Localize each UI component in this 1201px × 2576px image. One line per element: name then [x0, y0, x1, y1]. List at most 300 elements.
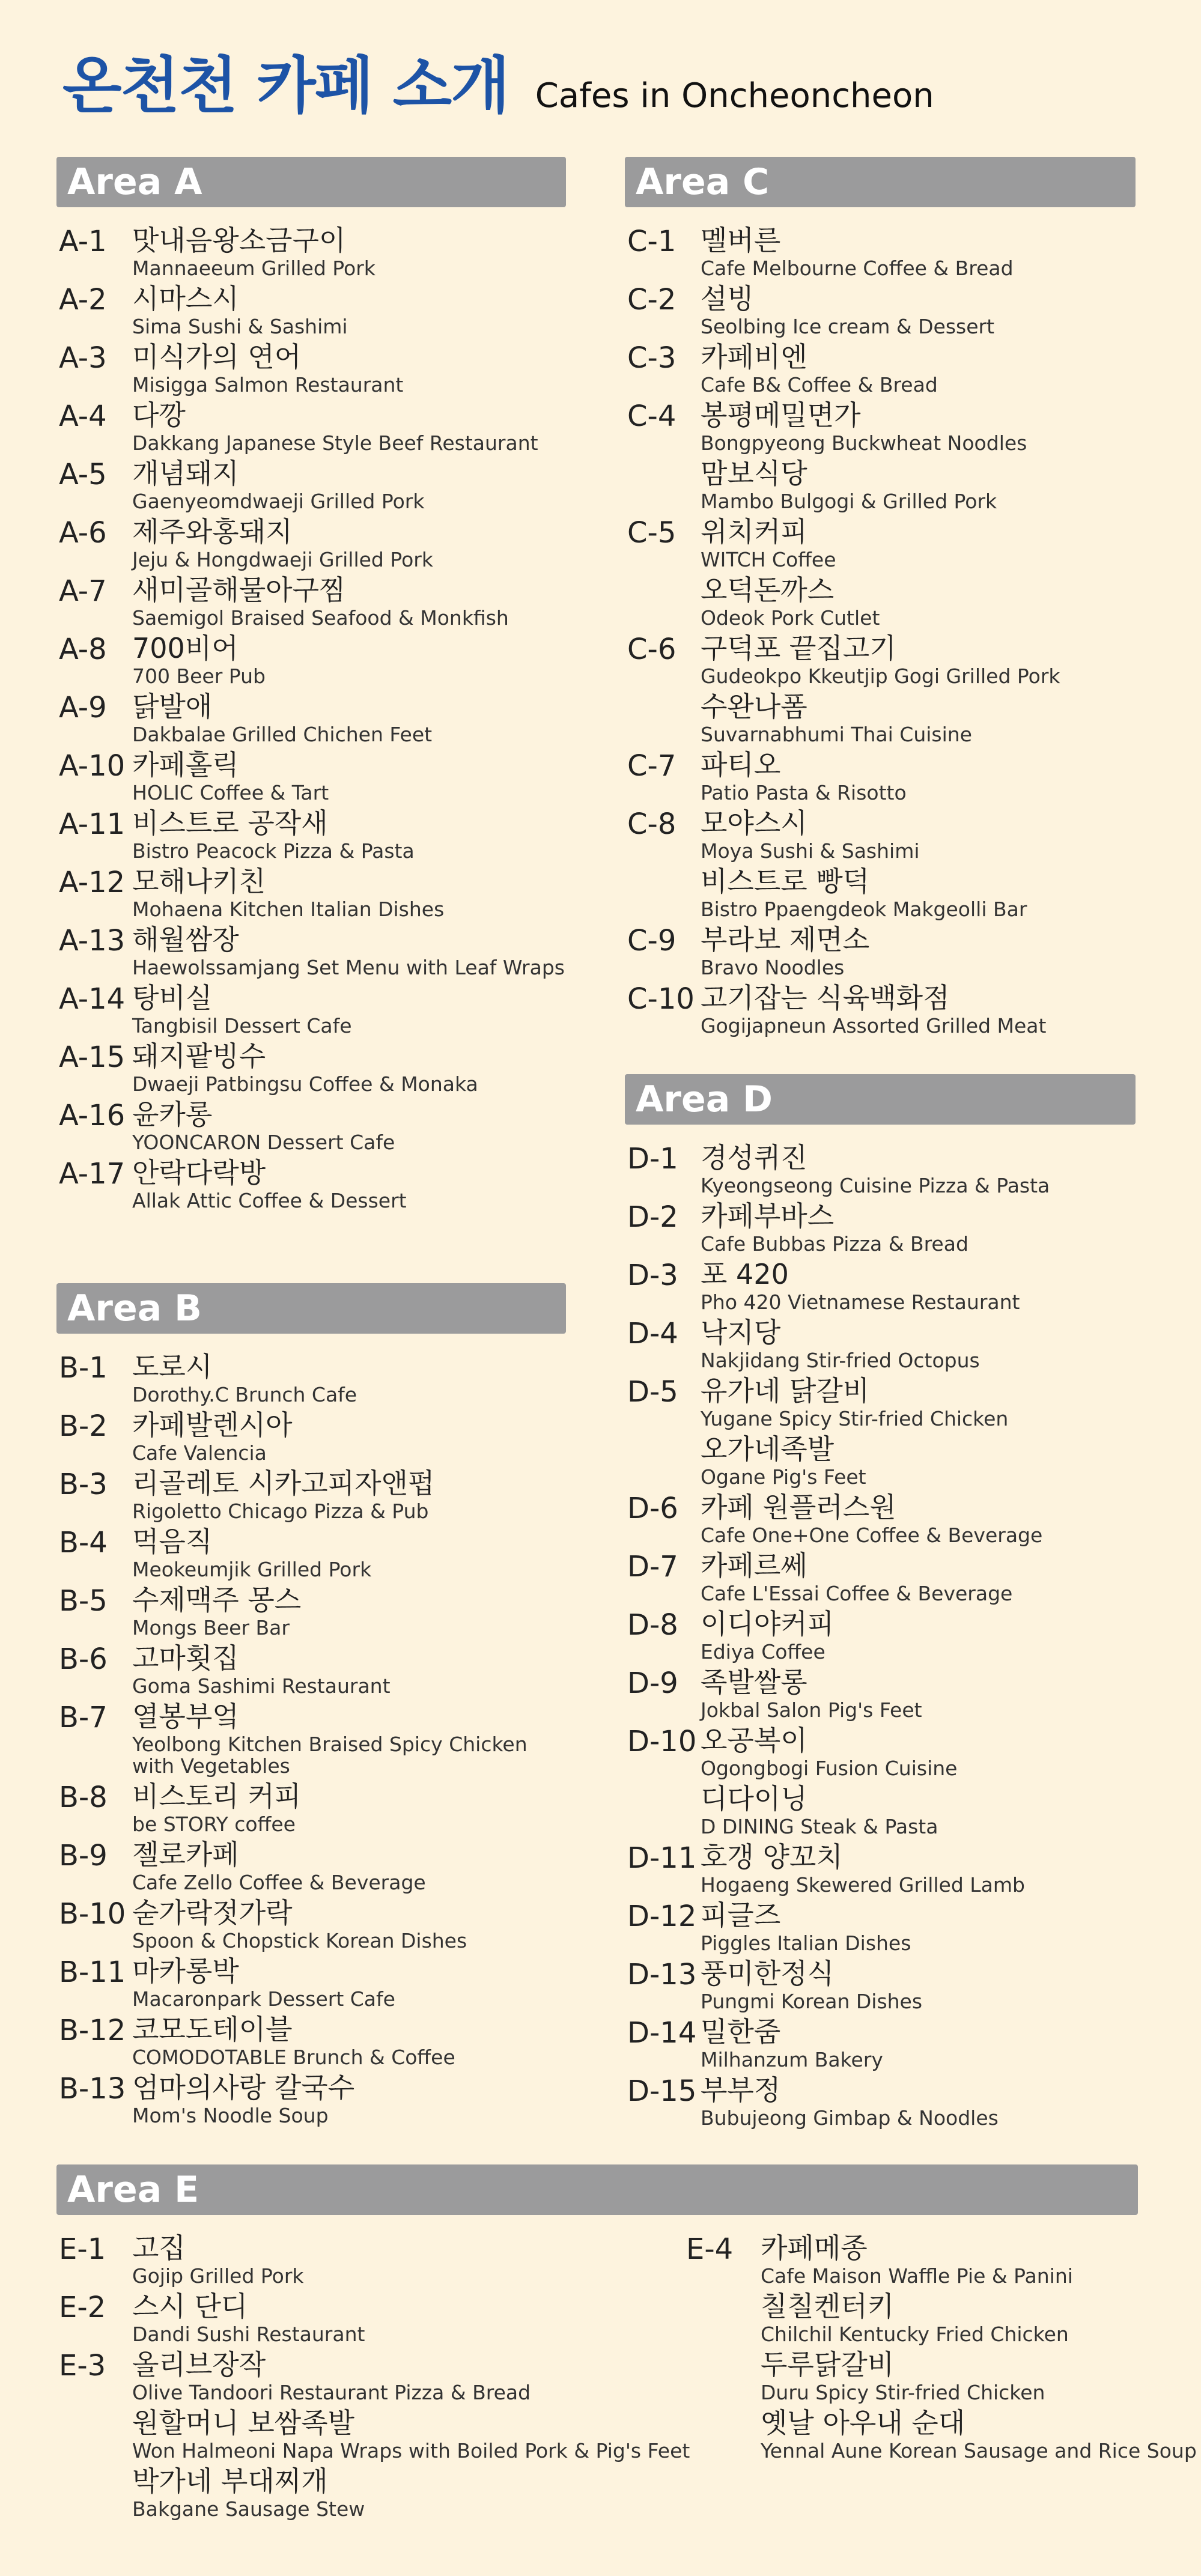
item-korean-name: 비스트로 빵덕 [701, 865, 870, 898]
item-code: A-14 [59, 982, 126, 1016]
item-korean-name: 옛날 아우내 순대 [761, 2407, 965, 2439]
item-code: D-5 [627, 1375, 678, 1409]
item-names [132, 980, 352, 1039]
item-korean-name: 돼지팥빙수 [132, 1040, 266, 1072]
item-code: A-11 [59, 807, 126, 841]
list-item [625, 689, 1136, 747]
list-item [625, 339, 1136, 398]
item-names [761, 2289, 1069, 2347]
item-korean-name: 수완나폼 [701, 690, 807, 723]
item-english-name: Seolbing Ice cream & Dessert [701, 315, 995, 338]
item-korean-name: 젤로카페 [132, 1838, 239, 1871]
list-item [56, 1097, 566, 1155]
item-code: C-3 [627, 341, 677, 375]
item-names [132, 1837, 426, 1895]
list-item [56, 2289, 684, 2347]
item-english-name: Sima Sushi & Sashimi [132, 315, 348, 338]
item-code [625, 1781, 701, 1839]
item-korean-name: 스시 단디 [132, 2290, 248, 2322]
item-names [701, 922, 869, 980]
item-code: B-9 [59, 1839, 108, 1873]
item-korean-name: 멜버른 [701, 224, 781, 257]
item-names [701, 573, 880, 631]
item-english-name: Kyeongseong Cuisine Pizza & Pasta [701, 1174, 1050, 1197]
list-item [56, 806, 566, 864]
item-english-name: Won Halmeoni Napa Wraps with Boiled Pork & Pig's Feet [132, 2439, 690, 2462]
item-english-name: Gojip Grilled Pork [132, 2264, 304, 2288]
list-item [56, 922, 566, 980]
list-item [56, 1699, 566, 1779]
item-korean-name: 개념돼지 [132, 457, 239, 490]
item-names [701, 281, 994, 339]
item-code: E-3 [59, 2349, 106, 2383]
item-english-name: HOLIC Coffee & Tart [132, 781, 329, 804]
item-korean-name: 다깡 [132, 399, 186, 431]
area-e-section [56, 2164, 1197, 2522]
item-code: E-2 [59, 2291, 106, 2324]
list-item [56, 339, 566, 398]
item-english-name: Bistro Peacock Pizza & Pasta [132, 839, 415, 863]
item-korean-name: 엄마의사랑 칼국수 [132, 2071, 355, 2104]
list-item [56, 1837, 566, 1895]
item-english-name: Olive Tandoori Restaurant Pizza & Bread [132, 2381, 531, 2404]
item-code: A-16 [59, 1099, 126, 1132]
list-item [684, 2289, 1176, 2347]
item-korean-name: 박가네 부대찌개 [132, 2465, 328, 2497]
item-names [132, 2012, 455, 2070]
item-english-name: Cafe Zello Coffee & Beverage [132, 1871, 426, 1894]
item-korean-name: 윤카롱 [132, 1098, 213, 1131]
item-code [684, 2289, 761, 2347]
list-item [625, 864, 1136, 922]
item-korean-name: 수제맥주 몽스 [132, 1584, 302, 1616]
item-code: C-9 [627, 924, 677, 958]
item-code [625, 1432, 701, 1490]
item-english-name: YOONCARON Dessert Cafe [132, 1131, 395, 1154]
item-code: C-10 [627, 982, 695, 1016]
item-names [701, 1257, 1020, 1315]
item-korean-name: 경성퀴진 [701, 1141, 807, 1174]
item-korean-name: 비스트로 공작새 [132, 807, 328, 839]
item-code: D-2 [627, 1200, 678, 1234]
item-code: A-12 [59, 866, 126, 899]
item-names [701, 1781, 938, 1839]
list-item [56, 864, 566, 922]
item-code: A-2 [59, 283, 107, 317]
item-english-name: Haewolssamjang Set Menu with Leaf Wraps [132, 956, 565, 979]
item-code: E-1 [59, 2232, 106, 2266]
area-e-list-right [684, 2231, 1197, 2522]
item-names [132, 1039, 478, 1097]
item-english-name: Dakbalae Grilled Chichen Feet [132, 723, 433, 746]
item-english-name: Mohaena Kitchen Italian Dishes [132, 898, 445, 921]
item-english-name: Jeju & Hongdwaeji Grilled Pork [132, 548, 433, 571]
list-item [56, 1641, 566, 1699]
list-item [684, 2231, 1176, 2289]
item-code: E-4 [686, 2232, 734, 2266]
list-item [56, 2070, 566, 2128]
item-english-name-line2: with Vegetables [132, 1754, 290, 1778]
item-names [132, 1524, 371, 1582]
item-names [132, 2289, 365, 2347]
item-korean-name: 고기잡는 식육백화점 [701, 982, 950, 1014]
item-code: D-12 [627, 1900, 697, 1933]
item-english-name: Saemigol Braised Seafood & Monkfish [132, 606, 509, 630]
item-korean-name: 700비어 [132, 632, 239, 664]
item-names [132, 573, 509, 631]
list-item [56, 281, 566, 339]
list-item [625, 1315, 1136, 1373]
item-korean-name: 카페메종 [761, 2232, 868, 2264]
item-names [132, 398, 538, 456]
item-korean-name: 코모도테이블 [132, 2013, 293, 2046]
area-a-list [56, 223, 566, 1214]
area-c-list [625, 223, 1136, 1039]
item-names [132, 1699, 528, 1779]
item-english-name: Bakgane Sausage Stew [132, 2497, 365, 2521]
item-korean-name: 맛내음왕소금구이 [132, 224, 346, 257]
list-item [625, 1373, 1136, 1432]
list-item [56, 2231, 684, 2289]
item-korean-name: 두루닭갈비 [761, 2348, 895, 2381]
item-names [132, 631, 266, 689]
item-code: D-1 [627, 1142, 678, 1176]
item-english-name: Pungmi Korean Dishes [701, 1990, 923, 2013]
item-english-name: Cafe Melbourne Coffee & Bread [701, 257, 1014, 280]
item-english-name: Ogane Pig's Feet [701, 1465, 866, 1489]
item-korean-name: 이디야커피 [701, 1608, 835, 1640]
list-item [56, 689, 566, 747]
item-english-name: Suvarnabhumi Thai Cuisine [701, 723, 972, 746]
item-code [56, 2464, 132, 2522]
item-names [701, 514, 836, 573]
item-code: D-3 [627, 1259, 678, 1292]
item-names [701, 456, 997, 514]
item-code: A-7 [59, 574, 107, 608]
list-item [56, 514, 566, 573]
list-item [625, 1781, 1136, 1839]
item-korean-name: 올리브장작 [132, 2348, 266, 2381]
item-names [701, 2014, 883, 2073]
item-names [701, 806, 920, 864]
item-korean-name: 낙지당 [701, 1316, 781, 1349]
area-e-header: Area E [56, 2164, 1138, 2215]
item-english-name: 700 Beer Pub [132, 664, 266, 688]
item-code: A-1 [59, 225, 107, 258]
area-d-section [625, 1074, 1136, 2131]
item-code: C-5 [627, 516, 677, 550]
item-korean-name: 마카롱박 [132, 1955, 239, 1987]
list-item [625, 2014, 1136, 2073]
item-korean-name: 설빙 [701, 282, 754, 315]
item-korean-name: 모야스시 [701, 807, 807, 839]
item-names [132, 864, 444, 922]
item-code: B-8 [59, 1781, 108, 1814]
item-korean-name: 유가네 닭갈비 [701, 1375, 870, 1407]
item-code [56, 2405, 132, 2464]
item-code: A-9 [59, 691, 107, 724]
list-item [56, 747, 566, 806]
item-korean-name: 호갱 양꼬치 [701, 1841, 843, 1873]
item-english-name: D DINING Steak & Pasta [701, 1815, 938, 1838]
list-item [56, 2405, 690, 2464]
item-names [132, 281, 348, 339]
item-code: D-15 [627, 2074, 697, 2108]
item-code: B-7 [59, 1701, 108, 1734]
list-item [56, 1524, 566, 1582]
item-korean-name: 제주와홍돼지 [132, 515, 293, 548]
item-names [132, 1408, 293, 1466]
item-korean-name: 원할머니 보쌈족발 [132, 2407, 355, 2439]
area-a-header: Area A [56, 157, 566, 207]
list-item [625, 1723, 1136, 1781]
item-korean-name: 디다이닝 [701, 1782, 807, 1815]
item-korean-name: 시마스시 [132, 282, 239, 315]
area-a-section [56, 157, 566, 1214]
item-korean-name: 오가네족발 [701, 1433, 835, 1465]
item-english-name: Dakkang Japanese Style Beef Restaurant [132, 431, 538, 455]
item-code: D-8 [627, 1608, 678, 1642]
list-item [56, 1408, 566, 1466]
item-names [132, 514, 433, 573]
item-english-name: Cafe Bubbas Pizza & Bread [701, 1232, 968, 1256]
list-item [56, 1895, 566, 1954]
item-names [701, 339, 938, 398]
item-korean-name: 도로시 [132, 1350, 213, 1383]
list-item [56, 631, 566, 689]
item-english-name: Yennal Aune Korean Sausage and Rice Soup [761, 2439, 1197, 2462]
item-korean-name: 닭발애 [132, 690, 213, 723]
item-korean-name: 카페비엔 [701, 341, 807, 373]
item-korean-name: 오덕돈까스 [701, 574, 835, 606]
area-b-list [56, 1349, 566, 2128]
item-names [701, 689, 972, 747]
list-item [56, 2347, 684, 2405]
item-english-name: Hogaeng Skewered Grilled Lamb [701, 1873, 1025, 1897]
item-code: A-6 [59, 516, 107, 550]
item-korean-name: 새미골해물아구찜 [132, 574, 346, 606]
item-korean-name: 리골레토 시카고피자앤펍 [132, 1467, 435, 1499]
item-names [701, 1490, 1042, 1548]
item-english-name: Bistro Ppaengdeok Makgeolli Bar [701, 898, 1027, 921]
item-english-name: Nakjidang Stir-fried Octopus [701, 1349, 980, 1372]
area-d-list [625, 1140, 1136, 2131]
item-english-name: Mambo Bulgogi & Grilled Pork [701, 490, 997, 513]
item-english-name: Piggles Italian Dishes [701, 1931, 911, 1955]
item-english-name: Cafe One+One Coffee & Beverage [701, 1523, 1043, 1547]
item-english-name: WITCH Coffee [701, 548, 836, 571]
item-names [132, 2231, 304, 2289]
item-english-name: Bongpyeong Buckwheat Noodles [701, 431, 1027, 455]
item-names [132, 1349, 357, 1408]
item-english-name: Yugane Spicy Stir-fried Chicken [701, 1407, 1009, 1430]
item-code: B-2 [59, 1409, 108, 1443]
list-item [684, 2405, 1197, 2464]
item-english-name: Gaenyeomdwaeji Grilled Pork [132, 490, 425, 513]
item-names [132, 1895, 467, 1954]
item-names [132, 1779, 301, 1837]
list-item [56, 1954, 566, 2012]
area-c-header: Area C [625, 157, 1136, 207]
item-english-name: Meokeumjik Grilled Pork [132, 1558, 372, 1581]
area-e-list-left [56, 2231, 690, 2522]
item-english-name: Spoon & Chopstick Korean Dishes [132, 1929, 467, 1952]
item-english-name: Pho 420 Vietnamese Restaurant [701, 1290, 1020, 1314]
item-names [701, 1315, 980, 1373]
item-english-name: Bravo Noodles [701, 956, 845, 979]
item-code: D-14 [627, 2016, 697, 2050]
item-code: C-1 [627, 225, 677, 258]
list-item [625, 1548, 1136, 1606]
area-d-header: Area D [625, 1074, 1136, 1125]
item-names [132, 747, 329, 806]
list-item [625, 1140, 1136, 1198]
list-item [625, 281, 1136, 339]
list-item [625, 1839, 1136, 1898]
item-code: A-13 [59, 924, 126, 958]
item-english-name: Cafe B& Coffee & Bread [701, 373, 938, 396]
item-names [701, 1839, 1025, 1898]
item-korean-name: 카페부바스 [701, 1200, 835, 1232]
list-item [625, 1606, 1136, 1665]
item-names [132, 1097, 395, 1155]
item-korean-name: 부라보 제면소 [701, 923, 870, 956]
item-names [701, 1606, 834, 1665]
item-names [132, 223, 376, 281]
list-item [56, 1582, 566, 1641]
item-korean-name: 밀한줌 [701, 2016, 781, 2048]
item-korean-name: 모해나키친 [132, 865, 266, 898]
item-names [132, 1641, 391, 1699]
item-english-name: Goma Sashimi Restaurant [132, 1674, 391, 1698]
item-english-name: Macaronpark Dessert Cafe [132, 1987, 395, 2011]
item-korean-name: 칠칠켄터키 [761, 2290, 895, 2322]
item-code: A-8 [59, 633, 107, 666]
item-code: A-5 [59, 458, 107, 491]
item-names [132, 1155, 407, 1214]
item-names [132, 2405, 690, 2464]
item-korean-name: 탕비실 [132, 982, 213, 1014]
item-english-name: Dwaeji Patbingsu Coffee & Monaka [132, 1072, 478, 1096]
item-code: B-5 [59, 1584, 108, 1618]
list-item [56, 1349, 566, 1408]
item-english-name: Mannaeeum Grilled Pork [132, 257, 376, 280]
item-names [132, 1466, 434, 1524]
list-item [56, 2012, 566, 2070]
list-item [625, 1198, 1136, 1257]
item-english-name: Allak Attic Coffee & Dessert [132, 1189, 407, 1212]
item-names [132, 2464, 365, 2522]
item-english-name: Cafe Maison Waffle Pie & Panini [761, 2264, 1073, 2288]
item-english-name: Misigga Salmon Restaurant [132, 373, 404, 396]
list-item [625, 1432, 1136, 1490]
list-item [56, 2464, 684, 2522]
item-code: D-13 [627, 1958, 697, 1991]
list-item [625, 747, 1136, 806]
item-korean-name: 해월쌈장 [132, 923, 239, 956]
item-code: D-11 [627, 1841, 697, 1875]
list-item [56, 456, 566, 514]
item-code [625, 689, 701, 747]
area-b-header: Area B [56, 1283, 566, 1334]
list-item [56, 398, 566, 456]
item-names [132, 2347, 531, 2405]
item-names [701, 1198, 968, 1257]
item-korean-name: 미식가의 연어 [132, 341, 302, 373]
item-code: A-3 [59, 341, 107, 375]
item-english-name: Moya Sushi & Sashimi [701, 839, 920, 863]
item-names [701, 631, 1060, 689]
item-names [761, 2405, 1197, 2464]
item-names [132, 806, 415, 864]
list-item [56, 223, 566, 281]
item-korean-name: 피글즈 [701, 1899, 781, 1931]
list-item [625, 1665, 1136, 1723]
item-english-name: Yeolbong Kitchen Braised Spicy Chicken [132, 1733, 528, 1756]
item-code: B-1 [59, 1351, 108, 1385]
item-code [684, 2347, 761, 2405]
list-item [56, 573, 566, 631]
item-korean-name: 오공복이 [701, 1724, 807, 1757]
item-names [701, 1373, 1008, 1432]
list-item [625, 2073, 1136, 2131]
item-english-name: Cafe Valencia [132, 1441, 267, 1465]
item-names [761, 2347, 1045, 2405]
list-item [625, 1898, 1136, 1956]
item-korean-name: 숟가락젓가락 [132, 1897, 293, 1929]
list-item [625, 1956, 1136, 2014]
item-korean-name: 카페발렌시아 [132, 1409, 293, 1441]
item-korean-name: 포 420 [701, 1258, 789, 1290]
item-code: B-11 [59, 1955, 126, 1989]
item-korean-name: 카페홀릭 [132, 749, 239, 781]
item-code: B-6 [59, 1642, 108, 1676]
item-code [625, 573, 701, 631]
item-code: D-9 [627, 1666, 678, 1700]
item-names [701, 223, 1014, 281]
item-code [625, 456, 701, 514]
item-names [701, 864, 1027, 922]
list-item [625, 456, 1136, 514]
list-item [625, 573, 1136, 631]
list-item [625, 514, 1136, 573]
item-code: B-3 [59, 1468, 108, 1501]
item-names [701, 1723, 957, 1781]
item-code [625, 864, 701, 922]
item-korean-name: 안락다락방 [132, 1156, 266, 1189]
item-names [761, 2231, 1073, 2289]
item-korean-name: 맘보식당 [701, 457, 807, 490]
list-item [56, 1779, 566, 1837]
item-names [701, 398, 1027, 456]
item-english-name: COMODOTABLE Brunch & Coffee [132, 2046, 455, 2069]
page-title [62, 37, 934, 125]
item-english-name: Rigoletto Chicago Pizza & Pub [132, 1499, 429, 1523]
title-english: Cafes in Oncheoncheon [535, 76, 934, 115]
item-names [132, 456, 424, 514]
item-english-name: Ogongbogi Fusion Cuisine [701, 1757, 958, 1780]
list-item [625, 1490, 1136, 1548]
item-korean-name: 위치커피 [701, 515, 807, 548]
item-code: C-7 [627, 749, 677, 783]
item-english-name: Duru Spicy Stir-fried Chicken [761, 2381, 1045, 2404]
item-names [701, 747, 907, 806]
item-english-name: Patio Pasta & Risotto [701, 781, 907, 804]
item-english-name: Chilchil Kentucky Fried Chicken [761, 2322, 1069, 2346]
item-names [132, 1954, 395, 2012]
area-c-section [625, 157, 1136, 1039]
list-item [56, 1466, 566, 1524]
